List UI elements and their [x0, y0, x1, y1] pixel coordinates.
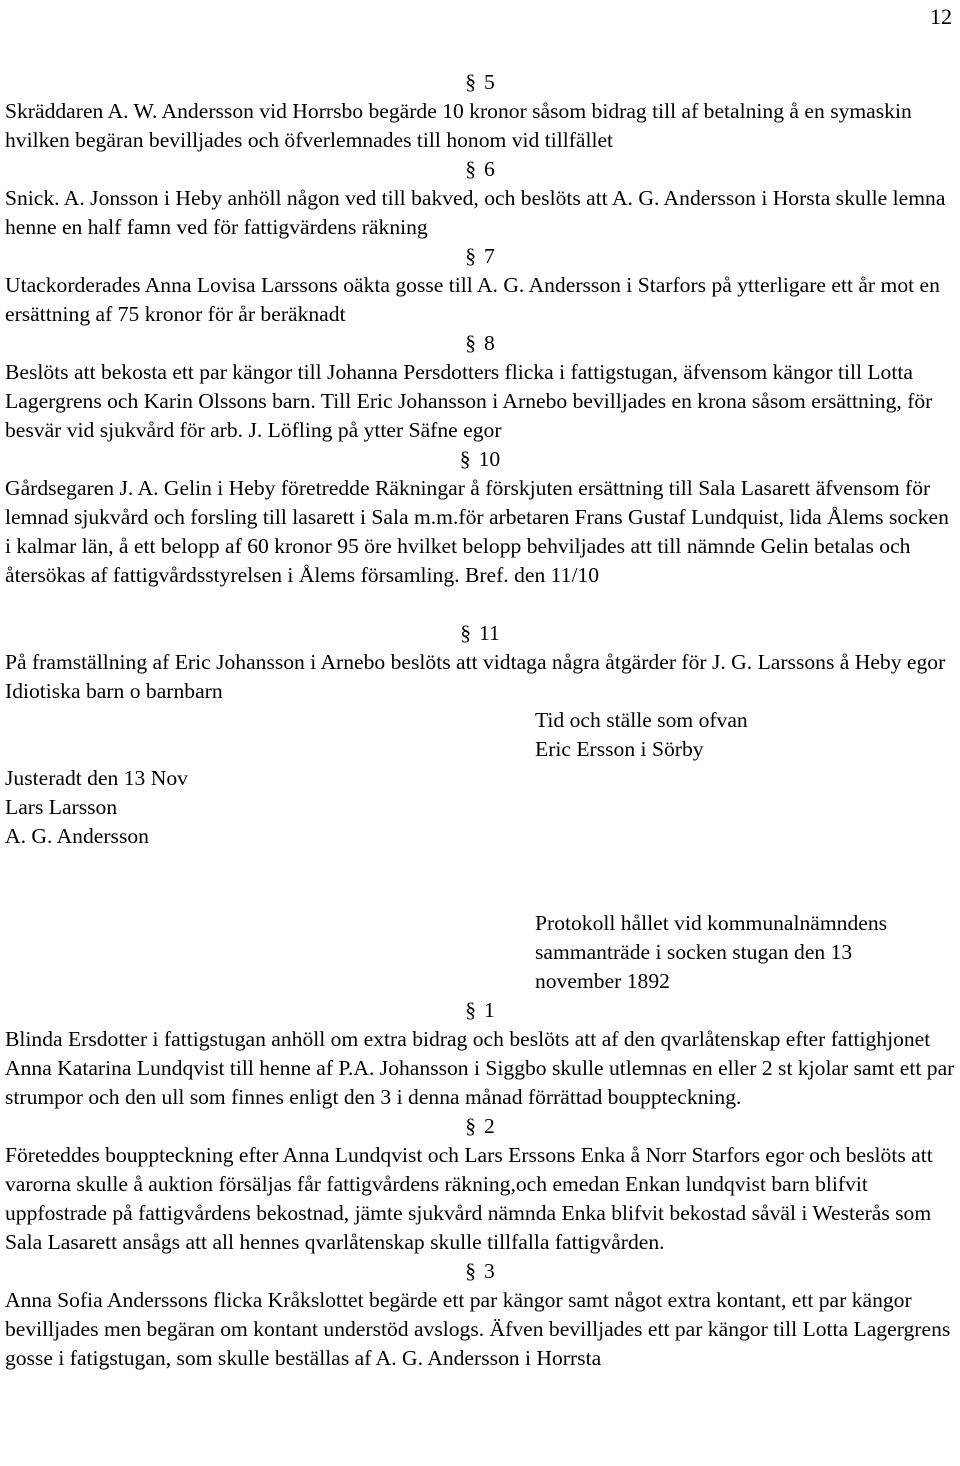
section-11: [5, 619, 955, 648]
section-5: [5, 68, 955, 97]
section-number: 2: [484, 1114, 495, 1138]
section-sign-icon: §: [465, 1259, 476, 1283]
section-number: 6: [484, 157, 495, 181]
paragraph-6: Snick. A. Jonsson i Heby anhöll någon ved till bakved, och beslöts att A. G. Andersson i Horsta skulle lemna henne en half famn ved för fattigvärdens räkning: [5, 186, 946, 239]
protocol-heading-line: Protokoll hållet vid kommunalnämndens: [535, 911, 888, 935]
protocol-heading-line: sammanträde i socken stugan den 13: [535, 940, 853, 964]
place-time-line: Tid och ställe som ofvan: [535, 708, 748, 732]
section-number: 1: [484, 998, 495, 1022]
page-number: 12: [930, 4, 952, 29]
section-2: [5, 1112, 955, 1141]
paragraph-10: Gårdsegaren J. A. Gelin i Heby företredde Räkningar å förskjuten ersättning till Sala Lasarett äfvensom för lemnad sjukvård och forsling till lasarett i Sala m.m.för arbetaren Frans Gustaf Lundquist, lida Ålems socken i kalmar län, å ett belopp af 60 kronor 95 öre hvilket belopp behviljades att till nämnde Gelin betalas och återsökas af fattigvårdsstyrelsen i Ålems församling. Bref. den 11/10: [5, 476, 949, 587]
section-sign-icon: §: [460, 621, 471, 645]
section-sign-icon: §: [465, 1114, 476, 1138]
section-8: [5, 329, 955, 358]
section-1: [5, 996, 955, 1025]
section-number: 7: [484, 244, 495, 268]
section-10: [5, 445, 955, 474]
section-sign-icon: §: [465, 331, 476, 355]
section-number: 8: [484, 331, 495, 355]
section-number: 5: [484, 70, 495, 94]
section-7: [5, 242, 955, 271]
justified-line: Justeradt den 13 Nov: [5, 766, 188, 790]
section-sign-icon: §: [465, 244, 476, 268]
paragraph-2: Företeddes bouppteckning efter Anna Lundqvist och Lars Erssons Enka å Norr Starfors egor och beslöts att varorna skulle å auktion försäljas får fattigvårdens räkning,och emedan Enkan lundqvist barn blifvit uppfostrade på fattigvårdens bekostnad, jämte sjukvård nämnda Enka blifvit bekostad såväl i Westerås som Sala Lasarett ansågs att all hennes qvarlåtenskap skulle tillfalla fattigvården.: [5, 1143, 933, 1254]
paragraph-7: Utackorderades Anna Lovisa Larssons oäkta gosse till A. G. Andersson i Starfors på ytterligare ett år mot en ersättning af 75 kronor för år beräknadt: [5, 273, 940, 326]
document-body: [5, 68, 955, 1373]
signature-lars-larsson: Lars Larsson: [5, 795, 118, 819]
protocol-heading: [5, 909, 955, 996]
signature-eric-ersson: Eric Ersson i Sörby: [535, 737, 704, 761]
signature-ag-andersson: A. G. Andersson: [5, 824, 149, 848]
paragraph-8: Beslöts att bekosta ett par kängor till Johanna Persdotters flicka i fattigstugan, äfvensom kängor till Lotta Lagergrens och Karin Olssons barn. Till Eric Johansson i Arnebo bevilljades en krona såsom ersättning, för besvär vid sjukvård för arb. J. Löfling på ytter Säfne egor: [5, 360, 933, 442]
section-number: 10: [478, 447, 501, 471]
section-3: [5, 1257, 955, 1286]
section-sign-icon: §: [465, 998, 476, 1022]
section-6: [5, 155, 955, 184]
section-sign-icon: §: [459, 447, 471, 471]
section-sign-icon: §: [465, 70, 476, 94]
section-number: 3: [484, 1259, 495, 1283]
paragraph-11: På framställning af Eric Johansson i Arnebo beslöts att vidtaga några åtgärder för J. G. Larssons å Heby egor Idiotiska barn o barnbarn: [5, 650, 946, 703]
paragraph-3: Anna Sofia Anderssons flicka Kråkslottet begärde ett par kängor samt något extra kontant, ett par kängor bevilljades men begäran om kontant understöd avslogs. Äfven bevilljades ett par kängor till Lotta Lagergrens gosse i fatigstugan, som skulle beställas af A. G. Andersson i Horrsta: [5, 1288, 951, 1370]
section-sign-icon: §: [465, 157, 476, 181]
protocol-heading-line: november 1892: [535, 969, 670, 993]
paragraph-1: Blinda Ersdotter i fattigstugan anhöll om extra bidrag och beslöts att af den qvarlåtenskap efter fattighjonet Anna Katarina Lundqvist till henne af P.A. Johansson i Siggbo skulle utlemnas en eller 2 st kjolar samt ett par strumpor och den ull som finnes enligt den 3 i denna månad förrättad bouppteckning.: [5, 1027, 955, 1109]
section-number: 11: [479, 621, 500, 645]
paragraph-5: Skräddaren A. W. Andersson vid Horrsbo begärde 10 kronor såsom bidrag till af betalning å en symaskin hvilken begäran bevilljades och öfverlemnades till honom vid tillfället: [5, 99, 912, 152]
